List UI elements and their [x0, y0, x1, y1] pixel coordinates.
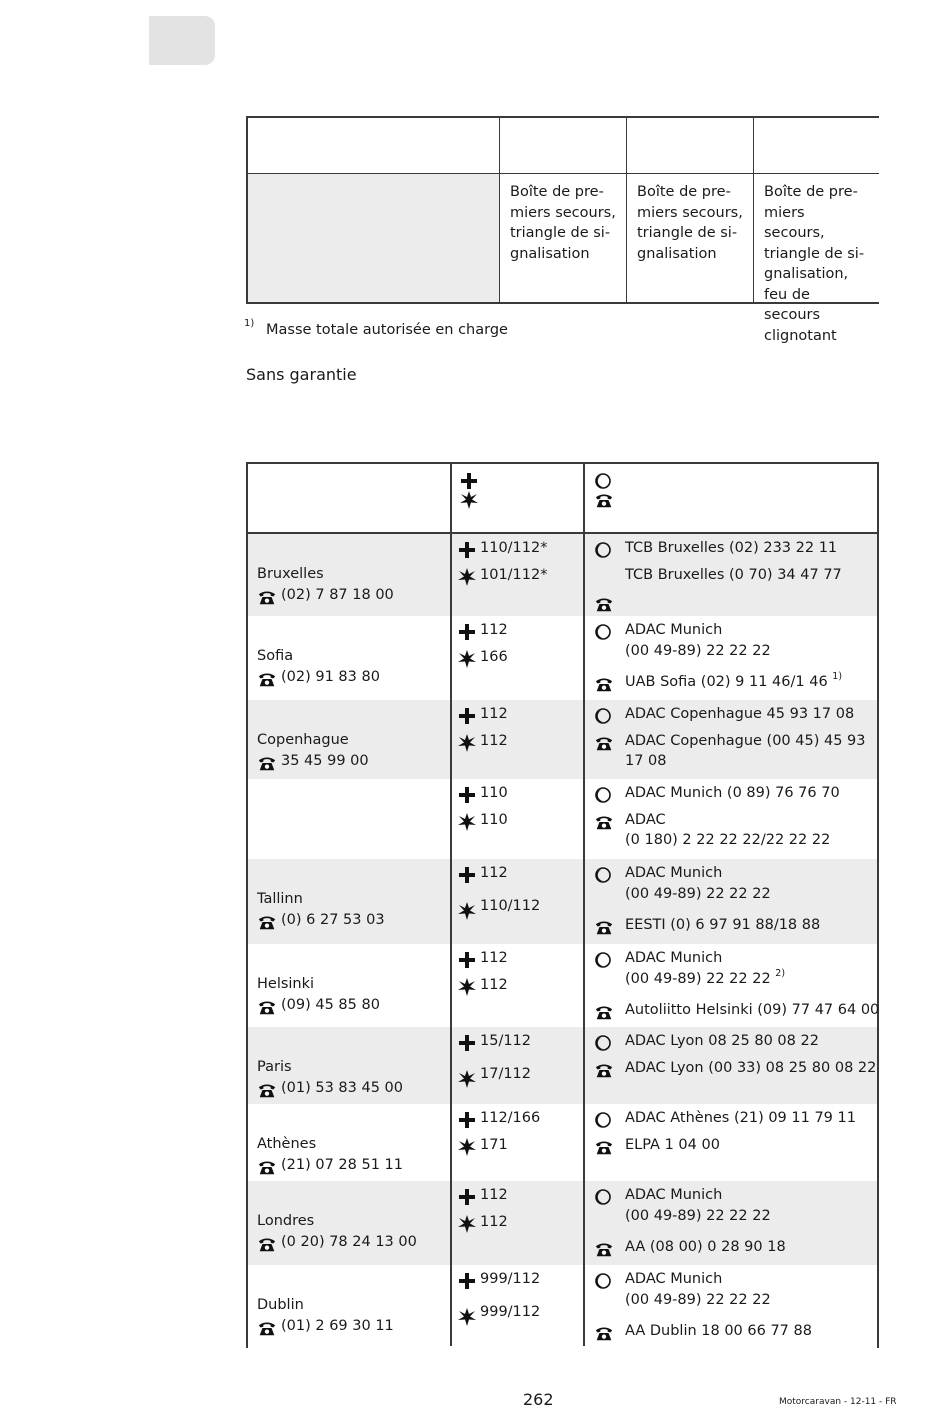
- cross-icon: [458, 623, 476, 641]
- breakdown-service-line2: (00 49-89) 22 22 22 $^{2)}$: [625, 968, 786, 987]
- city-name: Athènes: [257, 1136, 317, 1152]
- cross-icon: [458, 866, 476, 884]
- ambulance-number: 15/112: [480, 1033, 532, 1049]
- ambulance-number: 112: [480, 706, 508, 722]
- ambulance-number: 999/112: [480, 1271, 541, 1287]
- ambulance-number: 112: [480, 1187, 508, 1203]
- ambulance-number: 112: [480, 865, 508, 881]
- fire-number: 112: [480, 1214, 508, 1230]
- city-name: Paris: [257, 1059, 292, 1075]
- phone-icon: [257, 588, 277, 606]
- phone-icon: [594, 1061, 614, 1079]
- moon-icon: [594, 1272, 612, 1290]
- emergency-numbers-table: [246, 462, 879, 1348]
- phone-icon: [257, 670, 277, 688]
- moon-icon: [594, 541, 612, 559]
- moon-icon: [594, 1034, 612, 1052]
- phone-icon: [594, 491, 614, 509]
- phone-icon: [594, 1003, 614, 1021]
- breakdown-service-line2: (00 49-89) 22 22 22: [625, 643, 771, 659]
- moon-icon: [594, 1111, 612, 1129]
- star-icon: [458, 902, 476, 920]
- moon-icon: [594, 623, 612, 641]
- moon-icon: [594, 472, 612, 490]
- breakdown-service-line2: TCB Bruxelles (0 70) 34 47 77: [625, 567, 842, 583]
- cross-icon: [458, 786, 476, 804]
- breakdown-service: ADAC Lyon 08 25 80 08 22: [625, 1033, 819, 1049]
- fire-number: 166: [480, 649, 508, 665]
- phone-icon: [594, 813, 614, 831]
- breakdown-service: ADAC Copenhague 45 93 17 08: [625, 706, 855, 722]
- cross-icon: [458, 1034, 476, 1052]
- breakdown-service-line2: (00 49-89) 22 22 22: [625, 1292, 771, 1308]
- cross-icon: [460, 472, 478, 490]
- city-name: Sofia: [257, 648, 294, 664]
- fire-number: 101/112*: [480, 567, 548, 583]
- ambulance-number: 112/166: [480, 1110, 541, 1126]
- moon-icon: [594, 951, 612, 969]
- city-phone: (01) 53 83 45 00: [281, 1080, 404, 1096]
- phone-service: EESTI (0) 6 97 91 88/18 88: [625, 917, 821, 933]
- city-name: Dublin: [257, 1297, 304, 1313]
- cross-icon: [458, 951, 476, 969]
- fire-number: 171: [480, 1137, 508, 1153]
- breakdown-service: ADAC Munich (0 89) 76 76 70: [625, 785, 840, 801]
- moon-icon: [594, 707, 612, 725]
- document-reference: Motorcaravan - 12-11 - FR: [779, 1397, 897, 1407]
- cross-icon: [458, 707, 476, 725]
- phone-service: ELPA 1 04 00: [625, 1137, 720, 1153]
- star-icon: [458, 1215, 476, 1233]
- equipment-cell: Boîte de pre- miers secours, triangle de si- gnalisation, feu de secours clignotant: [753, 174, 879, 302]
- breakdown-service-line2: (00 49-89) 22 22 22: [625, 886, 771, 902]
- star-icon: [458, 568, 476, 586]
- moon-icon: [594, 786, 612, 804]
- moon-icon: [594, 866, 612, 884]
- ambulance-number: 110: [480, 785, 508, 801]
- phone-icon: [594, 595, 614, 613]
- phone-service: ADAC: [625, 812, 666, 828]
- star-icon: [458, 1308, 476, 1326]
- fire-number: 112: [480, 977, 508, 993]
- breakdown-service: ADAC Munich: [625, 1271, 723, 1287]
- city-phone: (21) 07 28 51 11: [281, 1157, 404, 1173]
- breakdown-service: ADAC Munich: [625, 1187, 723, 1203]
- city-phone: (0) 6 27 53 03: [281, 912, 385, 928]
- chapter-tab-marker: [149, 16, 215, 65]
- city-name: Bruxelles: [257, 566, 324, 582]
- phone-icon: [257, 1319, 277, 1337]
- phone-icon: [257, 754, 277, 772]
- city-phone: (09) 45 85 80: [281, 997, 380, 1013]
- city-phone: (02) 7 87 18 00: [281, 587, 394, 603]
- moon-icon: [594, 1188, 612, 1206]
- phone-service: UAB Sofia (02) 9 11 46/1 46 $^{1)}$: [625, 671, 843, 690]
- phone-icon: [594, 1138, 614, 1156]
- star-icon: [460, 491, 478, 509]
- ambulance-number: 112: [480, 950, 508, 966]
- ambulance-number: 112: [480, 622, 508, 638]
- star-icon: [458, 813, 476, 831]
- phone-icon: [257, 1235, 277, 1253]
- equipment-table-header-row: [248, 118, 877, 174]
- fire-number: 110: [480, 812, 508, 828]
- star-icon: [458, 650, 476, 668]
- city-name: Tallinn: [257, 891, 303, 907]
- page-number: 262: [523, 1390, 554, 1409]
- fire-number: 110/112: [480, 898, 541, 914]
- city-name: Helsinki: [257, 976, 315, 992]
- phone-service: AA Dublin 18 00 66 77 88: [625, 1323, 812, 1339]
- column-divider: [583, 464, 585, 1346]
- phone-icon: [594, 675, 614, 693]
- city-name: Londres: [257, 1213, 315, 1229]
- phone-icon: [257, 913, 277, 931]
- breakdown-service: TCB Bruxelles (02) 233 22 11: [625, 540, 838, 556]
- breakdown-service-line2: (00 49-89) 22 22 22: [625, 1208, 771, 1224]
- phone-icon: [257, 1081, 277, 1099]
- city-phone: (02) 91 83 80: [281, 669, 380, 685]
- star-icon: [458, 978, 476, 996]
- phone-icon: [594, 1240, 614, 1258]
- star-icon: [458, 1070, 476, 1088]
- emergency-table-header: [248, 464, 877, 534]
- fire-number: 999/112: [480, 1304, 541, 1320]
- phone-service-line2: 17 08: [625, 753, 667, 769]
- breakdown-service: ADAC Munich: [625, 950, 723, 966]
- breakdown-service: ADAC Munich: [625, 865, 723, 881]
- fire-number: 17/112: [480, 1066, 532, 1082]
- cross-icon: [458, 541, 476, 559]
- phone-service: ADAC Lyon (00 33) 08 25 80 08 22: [625, 1060, 877, 1076]
- phone-icon: [257, 998, 277, 1016]
- footnote-text: Masse totale autorisée en charge: [266, 322, 508, 338]
- footnote-marker: 1): [244, 318, 255, 329]
- ambulance-number: 110/112*: [480, 540, 548, 556]
- star-icon: [458, 1138, 476, 1156]
- equipment-cell: Boîte de pre- miers secours, triangle de si- gnalisation: [626, 174, 753, 302]
- phone-service-line2: (0 180) 2 22 22 22/22 22 22: [625, 832, 831, 848]
- cross-icon: [458, 1272, 476, 1290]
- phone-icon: [594, 918, 614, 936]
- column-divider: [450, 464, 452, 1346]
- equipment-cell: Boîte de pre- miers secours, triangle de si- gnalisation: [499, 174, 626, 302]
- city-phone: 35 45 99 00: [281, 753, 369, 769]
- star-icon: [458, 734, 476, 752]
- phone-icon: [594, 734, 614, 752]
- phone-service: AA (08 00) 0 28 90 18: [625, 1239, 786, 1255]
- phone-service: ADAC Copenhague (00 45) 45 93: [625, 733, 866, 749]
- breakdown-service: ADAC Athènes (21) 09 11 79 11: [625, 1110, 856, 1126]
- cross-icon: [458, 1111, 476, 1129]
- phone-service: Autoliitto Helsinki (09) 77 47 64 00: [625, 1002, 880, 1018]
- city-phone: (0 20) 78 24 13 00: [281, 1234, 417, 1250]
- breakdown-service: ADAC Munich: [625, 622, 723, 638]
- fire-number: 112: [480, 733, 508, 749]
- city-phone: (01) 2 69 30 11: [281, 1318, 394, 1334]
- phone-icon: [257, 1158, 277, 1176]
- city-name: Copenhague: [257, 732, 349, 748]
- phone-icon: [594, 1324, 614, 1342]
- cross-icon: [458, 1188, 476, 1206]
- disclaimer: Sans garantie: [246, 365, 357, 384]
